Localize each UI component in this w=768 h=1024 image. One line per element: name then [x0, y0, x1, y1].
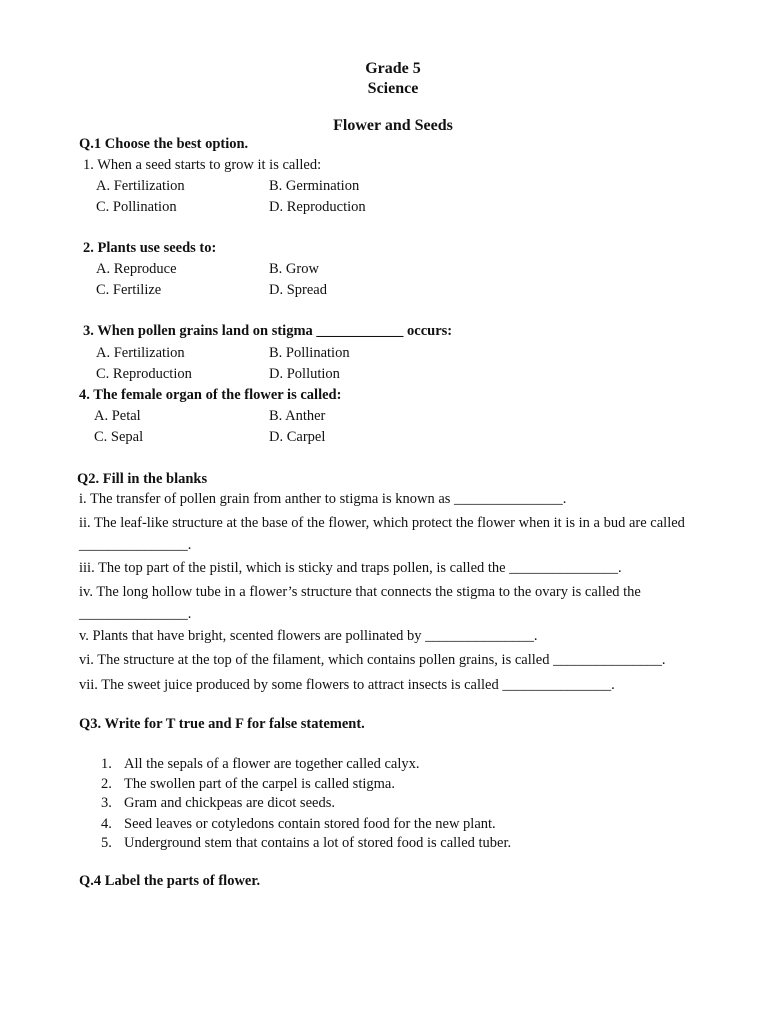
- q1-3-option-a: A. Fertilization: [96, 345, 185, 361]
- q1-2-option-a: A. Reproduce: [96, 261, 177, 277]
- q2-item-vi: vi. The structure at the top of the filament, which contains pollen grains, is called _______________.: [79, 652, 666, 668]
- q3-num-1: 1.: [101, 756, 112, 772]
- q2-item-vii: vii. The sweet juice produced by some flowers to attract insects is called _______________.: [79, 677, 615, 693]
- q1-3-option-d: D. Pollution: [269, 366, 340, 382]
- q3-num-3: 3.: [101, 795, 112, 811]
- q1-question-3: 3. When pollen grains land on stigma ____________ occurs:: [83, 323, 453, 339]
- q1-1-option-a: A. Fertilization: [96, 178, 185, 194]
- q1-3-option-c: C. Reproduction: [96, 366, 192, 382]
- q1-question-1: 1. When a seed starts to grow it is called:: [83, 157, 322, 173]
- q1-4-option-c: C. Sepal: [94, 429, 144, 445]
- q2-item-ii: ii. The leaf-like structure at the base of the flower, which protect the flower when it is in a bud are called: [79, 515, 685, 531]
- q3-statement-5: Underground stem that contains a lot of stored food is called tuber.: [124, 835, 512, 851]
- q3-num-4: 4.: [101, 816, 112, 832]
- q3-num-2: 2.: [101, 776, 112, 792]
- q1-1-option-d: D. Reproduction: [269, 199, 366, 215]
- q2-item-iii: iii. The top part of the pistil, which is sticky and traps pollen, is called the _______________.: [79, 560, 622, 576]
- q2-heading: Q2. Fill in the blanks: [77, 471, 208, 487]
- q1-question-2: 2. Plants use seeds to:: [83, 240, 217, 256]
- q2-item-ii-blank: _______________.: [79, 537, 192, 553]
- grade-title: Grade 5: [365, 60, 421, 77]
- q3-statement-1: All the sepals of a flower are together called calyx.: [124, 756, 420, 772]
- q1-2-option-b: B. Grow: [269, 261, 319, 277]
- q1-1-option-b: B. Germination: [269, 178, 360, 194]
- q1-2-option-d: D. Spread: [269, 282, 327, 298]
- q1-heading: Q.1 Choose the best option.: [79, 136, 249, 152]
- q2-item-v: v. Plants that have bright, scented flowers are pollinated by _______________.: [79, 628, 538, 644]
- topic-title: Flower and Seeds: [333, 117, 453, 134]
- q2-item-iv: iv. The long hollow tube in a flower’s structure that connects the stigma to the ovary is called the: [79, 584, 641, 600]
- q3-heading: Q3. Write for T true and F for false statement.: [79, 716, 365, 732]
- q1-2-option-c: C. Fertilize: [96, 282, 162, 298]
- q2-item-i: i. The transfer of pollen grain from anther to stigma is known as _______________.: [79, 491, 567, 507]
- q2-item-iv-blank: _______________.: [79, 606, 192, 622]
- q1-3-option-b: B. Pollination: [269, 345, 350, 361]
- q1-question-4: 4. The female organ of the flower is called:: [79, 387, 342, 403]
- q3-num-5: 5.: [101, 835, 112, 851]
- q3-statement-4: Seed leaves or cotyledons contain stored food for the new plant.: [124, 816, 496, 832]
- q1-4-option-b: B. Anther: [269, 408, 326, 424]
- q4-heading: Q.4 Label the parts of flower.: [79, 873, 261, 889]
- q1-4-option-a: A. Petal: [94, 408, 141, 424]
- q3-statement-3: Gram and chickpeas are dicot seeds.: [124, 795, 335, 811]
- q3-statement-2: The swollen part of the carpel is called stigma.: [124, 776, 395, 792]
- subject-title: Science: [367, 80, 419, 97]
- q1-4-option-d: D. Carpel: [269, 429, 326, 445]
- q1-1-option-c: C. Pollination: [96, 199, 177, 215]
